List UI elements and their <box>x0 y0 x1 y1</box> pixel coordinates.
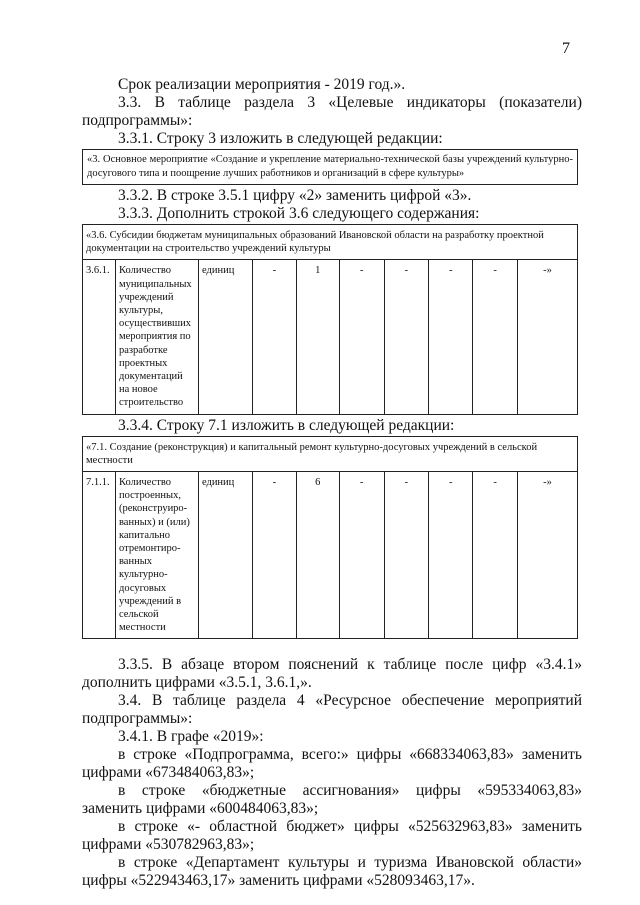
value-cell: - <box>473 472 518 639</box>
unit: единиц <box>198 260 252 414</box>
page-number: 7 <box>562 40 570 57</box>
table-7-1 <box>82 436 578 640</box>
paragraph: 3.3.4. Строку 7.1 изложить в следующей редакции: <box>118 416 455 434</box>
value-cell: 6 <box>296 472 339 639</box>
paragraph: 3.3. В таблице раздела 3 «Целевые индикаторы (показатели) подпрограммы»: <box>82 94 582 129</box>
value-cell: - <box>473 260 518 414</box>
paragraph: 3.3.3. Дополнить строкой 3.6 следующего содержания: <box>118 205 480 222</box>
row-number: 3.6.1. <box>83 260 116 414</box>
unit: единиц <box>198 472 252 639</box>
table-row-3: «3. Основное мероприятие «Создание и укрепление материально-технической базы учреждений культурно-досугового типа и поощрение лучших работников и организаций в сфере культуры» <box>82 149 578 185</box>
table-header-row: «3.6. Субсидии бюджетам муниципальных образований Ивановской области на разработку проектной документации на строительство учреждений культуры <box>83 225 578 260</box>
value-cell: -» <box>518 260 578 414</box>
indicator-name: Количество муниципальных учреждений культуры, осуществивших мероприятия по разработке проектных документаций на новое строительство <box>115 260 198 414</box>
paragraph: 3.3.1. Строку 3 изложить в следующей редакции: <box>118 130 443 147</box>
indicator-name: Количество построенных, (реконструиро-ванных) и (или) капитально отремонтиро-ванных культурно-досуговых учреждений в сельской местности <box>115 472 198 639</box>
paragraph: 3.4.1. В графе «2019»: <box>118 728 264 746</box>
paragraph: Срок реализации мероприятия - 2019 год.». <box>118 76 406 93</box>
value-cell: - <box>252 472 296 639</box>
value-cell: -» <box>518 472 578 639</box>
row-number: 7.1.1. <box>83 472 116 639</box>
document-body <box>82 76 582 890</box>
paragraph: в строке «бюджетные ассигнования» цифры «595334063,83» заменить цифрами «600484063,83»; <box>82 782 582 818</box>
value-cell: - <box>339 472 384 639</box>
table-row <box>83 472 578 639</box>
value-cell: - <box>384 472 429 639</box>
paragraph: в строке «Департамент культуры и туризма Ивановской области» цифры «522943463,17» заменить цифрами «528093463,17». <box>82 854 582 890</box>
paragraph: 3.3.5. В абзаце втором пояснений к таблице после цифр «3.4.1» дополнить цифрами «3.5.1, 3.6.1,». <box>82 656 582 692</box>
value-cell: - <box>429 260 473 414</box>
value-cell: - <box>429 472 473 639</box>
table-header-row: «7.1. Создание (реконструкция) и капитальный ремонт культурно-досуговых учреждений в сельской местности <box>83 436 578 471</box>
value-cell: 1 <box>296 260 339 414</box>
value-cell: - <box>384 260 429 414</box>
paragraph: в строке «- областной бюджет» цифры «525632963,83» заменить цифрами «530782963,83»; <box>82 818 582 854</box>
table-3-6 <box>82 224 578 415</box>
paragraph: 3.4. В таблице раздела 4 «Ресурсное обеспечение мероприятий подпрограммы»: <box>82 692 582 728</box>
value-cell: - <box>339 260 384 414</box>
paragraph: 3.3.2. В строке 3.5.1 цифру «2» заменить цифрой «3». <box>118 187 472 204</box>
paragraph: в строке «Подпрограмма, всего:» цифры «668334063,83» заменить цифрами «673484063,83»; <box>82 746 582 782</box>
table-row <box>83 260 578 414</box>
value-cell: - <box>252 260 296 414</box>
